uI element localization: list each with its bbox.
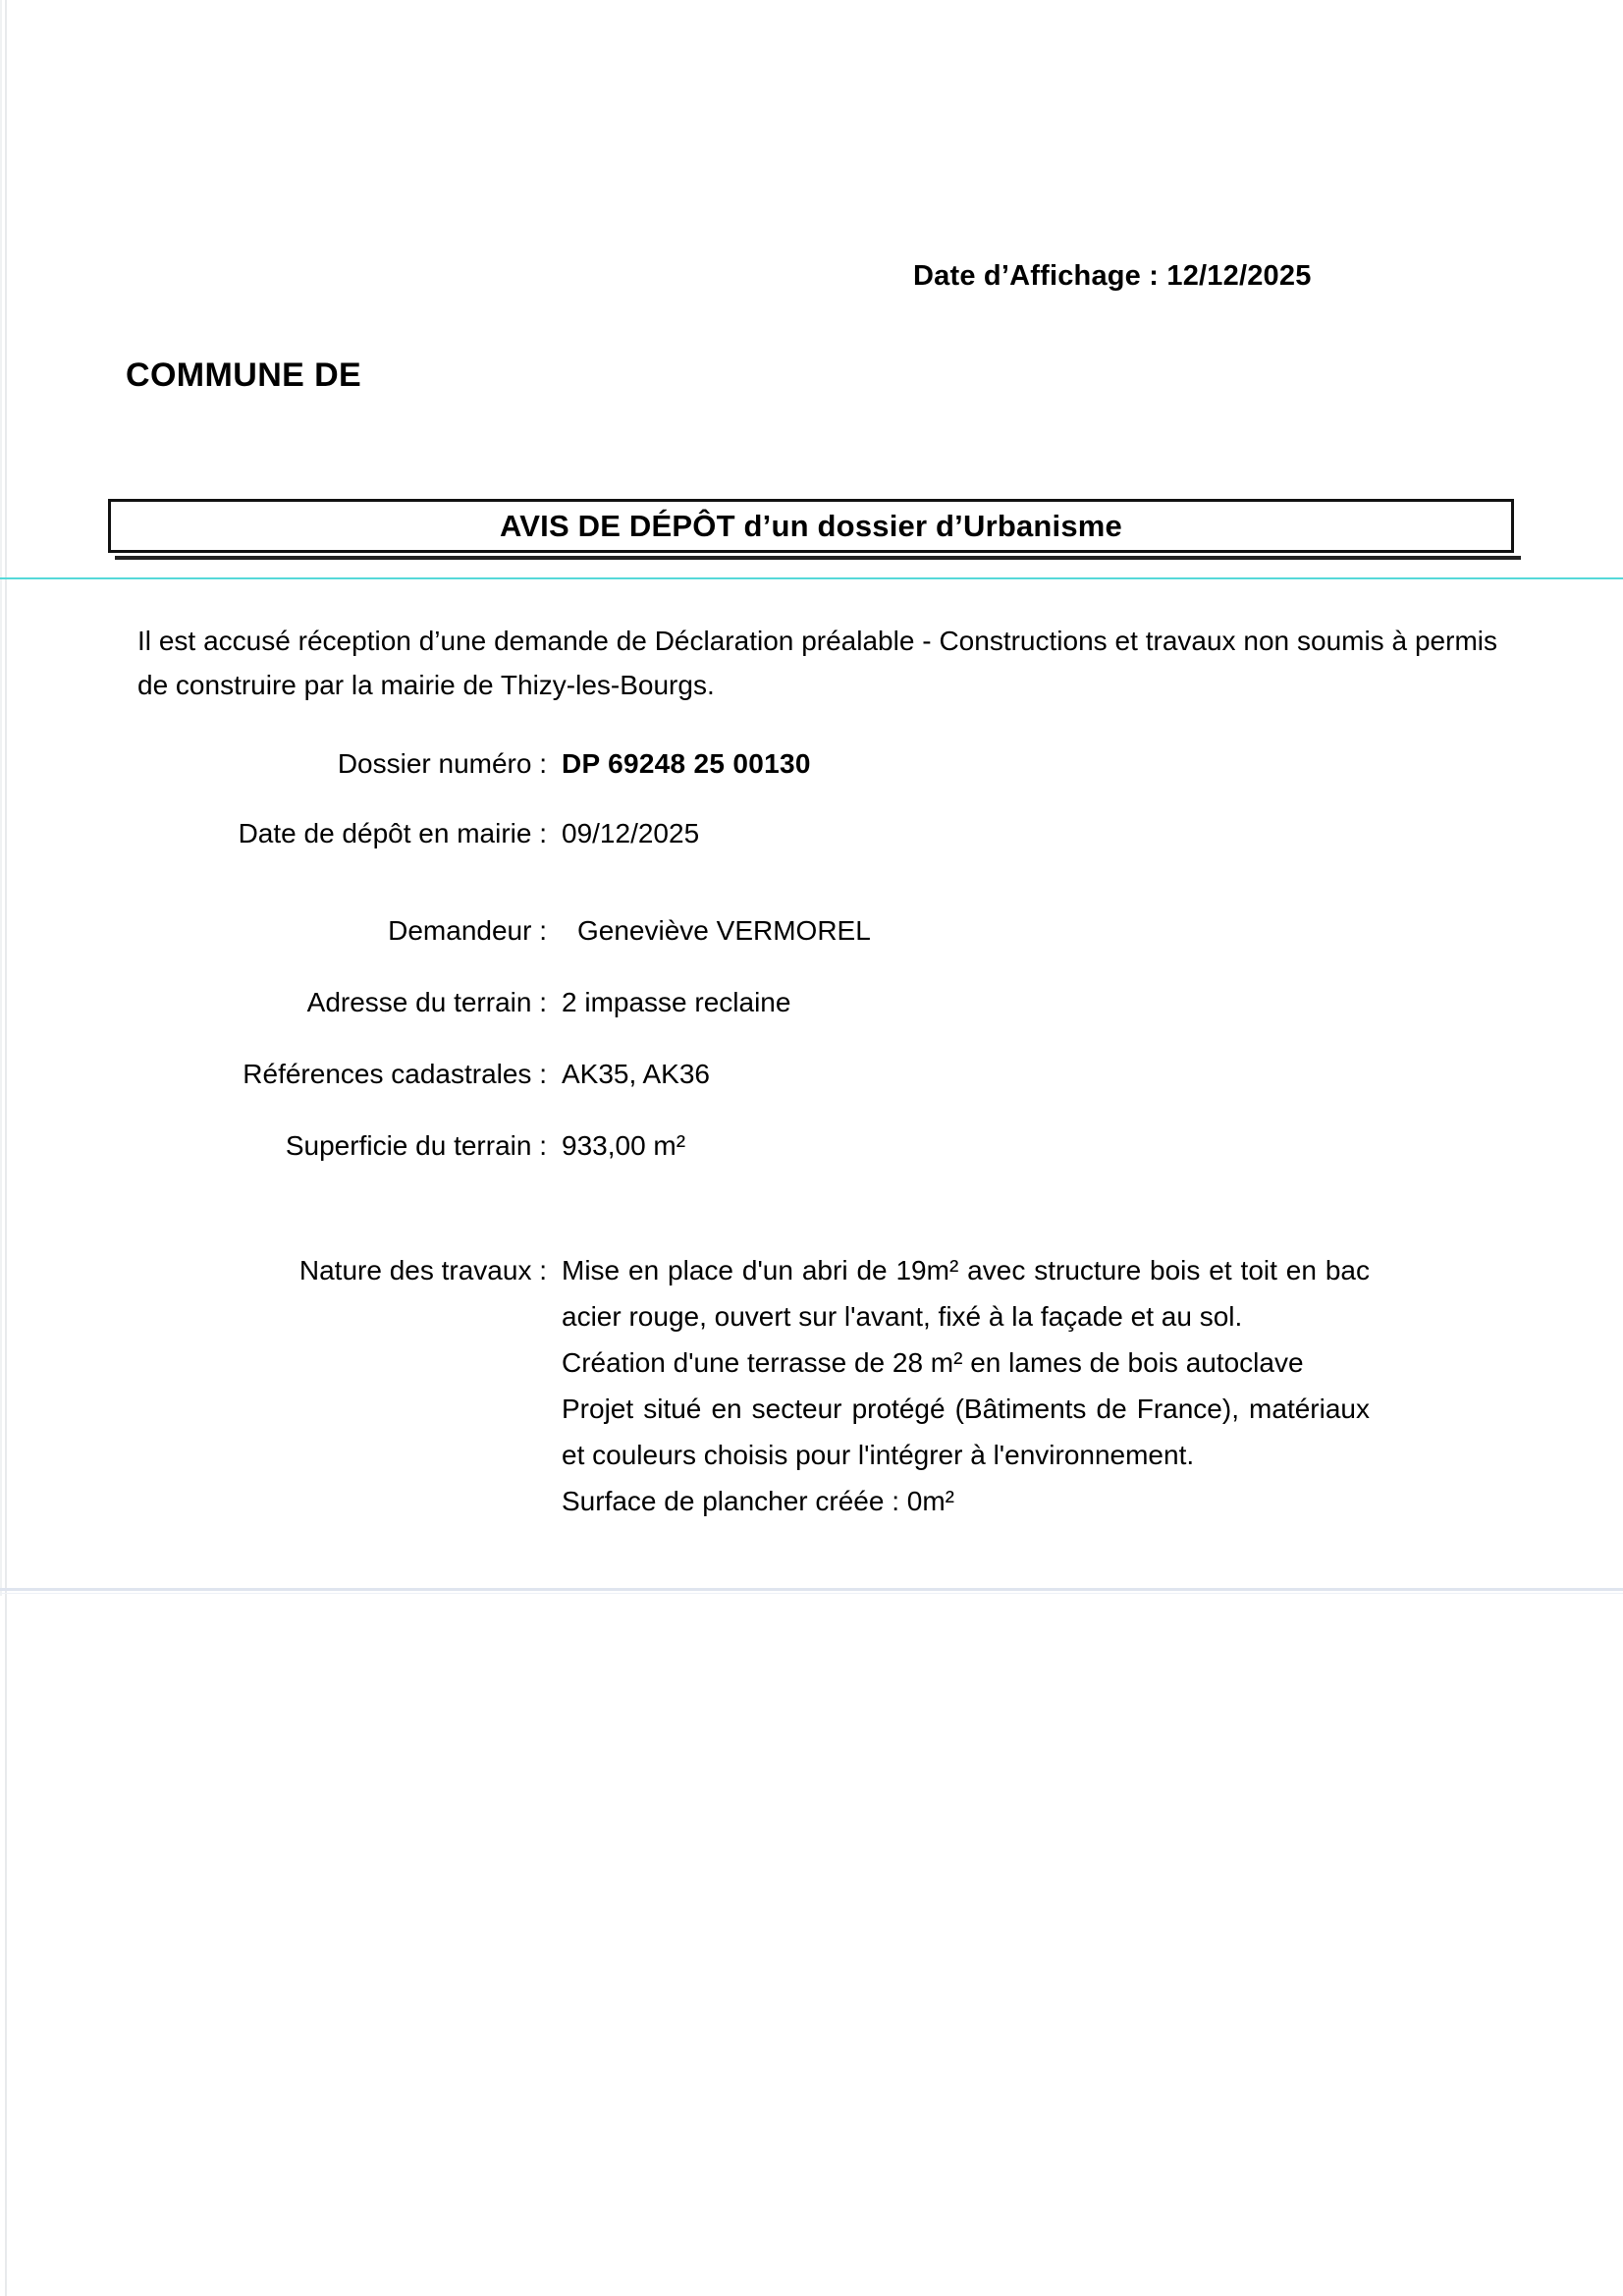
value-nature-travaux	[562, 1247, 1370, 1524]
value-adresse-terrain: 2 impasse reclaine	[562, 987, 791, 1017]
intro-paragraph	[137, 619, 1497, 707]
intro-text: Il est accusé réception d’une demande de Déclaration préalable - Constructions et travaux non soumis à permis de construire par la mairie de Thizy-les-Bourgs.	[137, 626, 1497, 700]
scan-artifact-vertical-edge	[0, 0, 2, 1596]
value-superficie-terrain: 933,00 m²	[562, 1130, 686, 1161]
value-references-cadastrales: AK35, AK36	[562, 1059, 711, 1089]
page-title: AVIS DE DÉPÔT d’un dossier d’Urbanisme	[499, 508, 1123, 543]
label-superficie-terrain: Superficie du terrain :	[285, 1130, 547, 1161]
nature-paragraph: Mise en place d'un abri de 19m² avec structure bois et toit en bac acier rouge, ouvert sur l'avant, fixé à la façade et au sol.	[562, 1255, 1370, 1332]
scan-artifact-bottom-line	[0, 1588, 1623, 1591]
label-adresse-terrain: Adresse du terrain :	[306, 987, 547, 1017]
posting-date: Date d’Affichage : 12/12/2025	[913, 260, 1312, 292]
label-demandeur: Demandeur :	[388, 915, 547, 946]
nature-paragraph: Surface de plancher créée : 0m²	[562, 1486, 954, 1516]
commune-name-line-1: COMMUNE DE	[126, 356, 362, 394]
label-references-cadastrales: Références cadastrales :	[243, 1059, 547, 1089]
value-dossier-numero: DP 69248 25 00130	[562, 748, 811, 779]
nature-paragraph: Création d'une terrasse de 28 m² en lames de bois autoclave	[562, 1347, 1304, 1378]
commune-heading	[126, 257, 460, 634]
label-dossier-numero: Dossier numéro :	[337, 748, 547, 779]
scan-artifact-bottom-line-secondary	[0, 1593, 1623, 1594]
title-box	[108, 499, 1514, 553]
label-nature-travaux: Nature des travaux :	[298, 1255, 547, 1285]
nature-paragraph: Projet situé en secteur protégé (Bâtiments de France), matériaux et couleurs choisis pour l'intégrer à l'environnement.	[562, 1394, 1370, 1470]
label-date-depot: Date de dépôt en mairie :	[238, 818, 547, 848]
value-demandeur: Geneviève VERMOREL	[577, 915, 871, 946]
value-date-depot: 09/12/2025	[562, 818, 700, 848]
